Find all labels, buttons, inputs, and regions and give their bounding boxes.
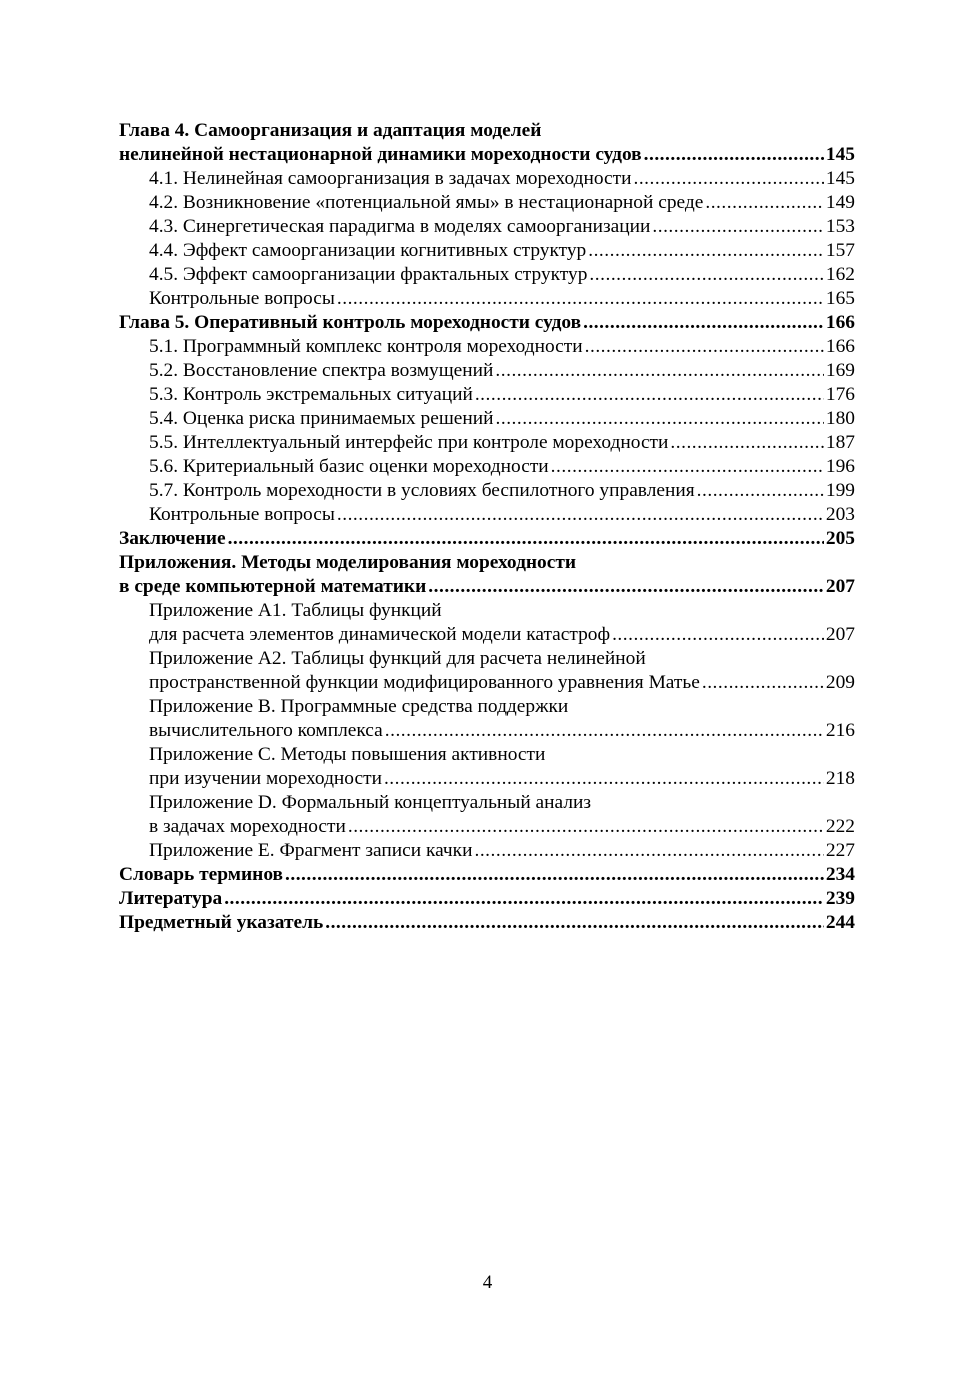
appendix-d-line1: Приложение D. Формальный концептуальный анализ <box>149 792 592 813</box>
page-ref: 234 <box>825 864 855 885</box>
entry-title: 4.2. Возникновение «потенциальной ямы» в нестационарной среде <box>149 192 704 213</box>
dot-leader <box>495 359 824 383</box>
dot-leader <box>325 911 824 935</box>
dot-leader <box>551 455 824 479</box>
appendix-b-entry[interactable] <box>119 719 855 743</box>
chapter-4-title-line2: нелинейной нестационарной динамики мореходности судов <box>119 144 642 165</box>
toc-entry-5-5[interactable] <box>119 431 855 455</box>
dot-leader <box>652 215 824 239</box>
dot-leader <box>475 383 824 407</box>
dot-leader <box>697 479 824 503</box>
dot-leader <box>644 143 824 167</box>
appendix-a2-line1: Приложение А2. Таблицы функций для расчета нелинейной <box>149 648 646 669</box>
dot-leader <box>428 575 824 599</box>
appendices-title-line1: Приложения. Методы моделирования мореходности <box>119 552 577 573</box>
entry-title: 5.1. Программный комплекс контроля мореходности <box>149 336 583 357</box>
subject-index-entry[interactable] <box>119 911 855 935</box>
dot-leader <box>228 527 824 551</box>
toc-entry-4-2[interactable] <box>119 191 855 215</box>
entry-title: Контрольные вопросы <box>149 504 335 525</box>
toc-entry-4-5[interactable] <box>119 263 855 287</box>
dot-leader <box>585 335 824 359</box>
entry-title: 5.7. Контроль мореходности в условиях беспилотного управления <box>149 480 695 501</box>
page-ref: 209 <box>825 672 855 693</box>
toc-entry-4-4[interactable] <box>119 239 855 263</box>
page-ref: 153 <box>825 216 855 237</box>
appendix-a1-entry[interactable] <box>119 623 855 647</box>
dot-leader <box>224 887 824 911</box>
conclusion-entry[interactable] <box>119 527 855 551</box>
entry-title: Литература <box>119 888 223 909</box>
toc-entry-5-1[interactable] <box>119 335 855 359</box>
glossary-entry[interactable] <box>119 863 855 887</box>
page-ref: 199 <box>825 480 855 501</box>
entry-title: Контрольные вопросы <box>149 288 335 309</box>
toc-entry-5-6[interactable] <box>119 455 855 479</box>
page-ref: 207 <box>825 576 855 597</box>
entry-title: в задачах мореходности <box>149 816 346 837</box>
appendix-b-line1: Приложение В. Программные средства поддержки <box>149 696 569 717</box>
toc-entry-5-4[interactable] <box>119 407 855 431</box>
dot-leader <box>337 287 824 311</box>
entry-title: Заключение <box>119 528 226 549</box>
dot-leader <box>612 623 824 647</box>
toc-entry-4-3[interactable] <box>119 215 855 239</box>
dot-leader <box>702 671 824 695</box>
dot-leader <box>384 767 824 791</box>
page-ref: 180 <box>825 408 855 429</box>
entry-title: пространственной функции модифицированного уравнения Матье <box>149 672 700 693</box>
appendices-entry[interactable] <box>119 575 855 599</box>
toc-entry-4-1[interactable] <box>119 167 855 191</box>
entry-title: Предметный указатель <box>119 912 324 933</box>
entry-title: 4.1. Нелинейная самоорганизация в задачах мореходности <box>149 168 632 189</box>
entry-title: 5.4. Оценка риска принимаемых решений <box>149 408 494 429</box>
page-ref: 205 <box>825 528 855 549</box>
dot-leader <box>337 503 824 527</box>
page-ref: 176 <box>825 384 855 405</box>
page-ref: 218 <box>825 768 855 789</box>
dot-leader <box>348 815 824 839</box>
entry-title: при изучении мореходности <box>149 768 382 789</box>
page-ref: 169 <box>825 360 855 381</box>
page-ref: 216 <box>825 720 855 741</box>
table-of-contents <box>119 119 855 935</box>
chapter-5-entry[interactable] <box>119 311 855 335</box>
appendix-c-entry[interactable] <box>119 767 855 791</box>
dot-leader <box>633 167 823 191</box>
dot-leader <box>589 263 823 287</box>
page-ref: 207 <box>825 624 855 645</box>
page-ref: 157 <box>825 240 855 261</box>
entry-title: вычислительного комплекса <box>149 720 383 741</box>
page-ref: 187 <box>825 432 855 453</box>
entry-title: 5.5. Интеллектуальный интерфейс при контроле мореходности <box>149 432 669 453</box>
page-ref: 203 <box>825 504 855 525</box>
literature-entry[interactable] <box>119 887 855 911</box>
dot-leader <box>285 863 824 887</box>
chapter-5-title: Глава 5. Оперативный контроль мореходности судов <box>119 312 582 333</box>
appendix-e-entry[interactable] <box>119 839 855 863</box>
chapter-4-title-line1: Глава 4. Самоорганизация и адаптация моделей <box>119 120 542 141</box>
appendix-a2-entry[interactable] <box>119 671 855 695</box>
page-ref: 166 <box>825 336 855 357</box>
entry-title: Приложение Е. Фрагмент записи качки <box>149 840 473 861</box>
appendix-c-line1: Приложение С. Методы повышения активности <box>149 744 546 765</box>
page-ref: 145 <box>825 168 855 189</box>
page-ref: 145 <box>825 144 855 165</box>
page-ref: 162 <box>825 264 855 285</box>
toc-entry-5-3[interactable] <box>119 383 855 407</box>
page-ref: 227 <box>825 840 855 861</box>
toc-entry-4-questions[interactable] <box>119 287 855 311</box>
entry-title: 4.5. Эффект самоорганизации фрактальных структур <box>149 264 588 285</box>
page-ref: 244 <box>825 912 855 933</box>
dot-leader <box>588 239 824 263</box>
dot-leader <box>496 407 824 431</box>
dot-leader <box>670 431 824 455</box>
page-ref: 166 <box>825 312 855 333</box>
page-ref: 222 <box>825 816 855 837</box>
page-ref: 196 <box>825 456 855 477</box>
toc-entry-5-7[interactable] <box>119 479 855 503</box>
page-ref: 149 <box>825 192 855 213</box>
appendix-a1-line1: Приложение А1. Таблицы функций <box>149 600 442 621</box>
entry-title: Словарь терминов <box>119 864 284 885</box>
page-number: 4 <box>482 1272 493 1293</box>
toc-entry-5-2[interactable] <box>119 359 855 383</box>
entry-title: 4.3. Синергетическая парадигма в моделях самоорганизации <box>149 216 651 237</box>
appendix-d-entry[interactable] <box>119 815 855 839</box>
dot-leader <box>385 719 824 743</box>
entry-title: 4.4. Эффект самоорганизации когнитивных структур <box>149 240 587 261</box>
dot-leader <box>474 839 823 863</box>
entry-title: 5.6. Критериальный базис оценки мореходности <box>149 456 549 477</box>
page-ref: 239 <box>825 888 855 909</box>
entry-title: 5.3. Контроль экстремальных ситуаций <box>149 384 473 405</box>
chapter-4-entry[interactable] <box>119 143 855 167</box>
dot-leader <box>583 311 824 335</box>
dot-leader <box>705 191 824 215</box>
appendices-title-line2: в среде компьютерной математики <box>119 576 427 597</box>
page-ref: 165 <box>825 288 855 309</box>
toc-entry-5-questions[interactable] <box>119 503 855 527</box>
entry-title: для расчета элементов динамической модели катастроф <box>149 624 611 645</box>
entry-title: 5.2. Восстановление спектра возмущений <box>149 360 494 381</box>
